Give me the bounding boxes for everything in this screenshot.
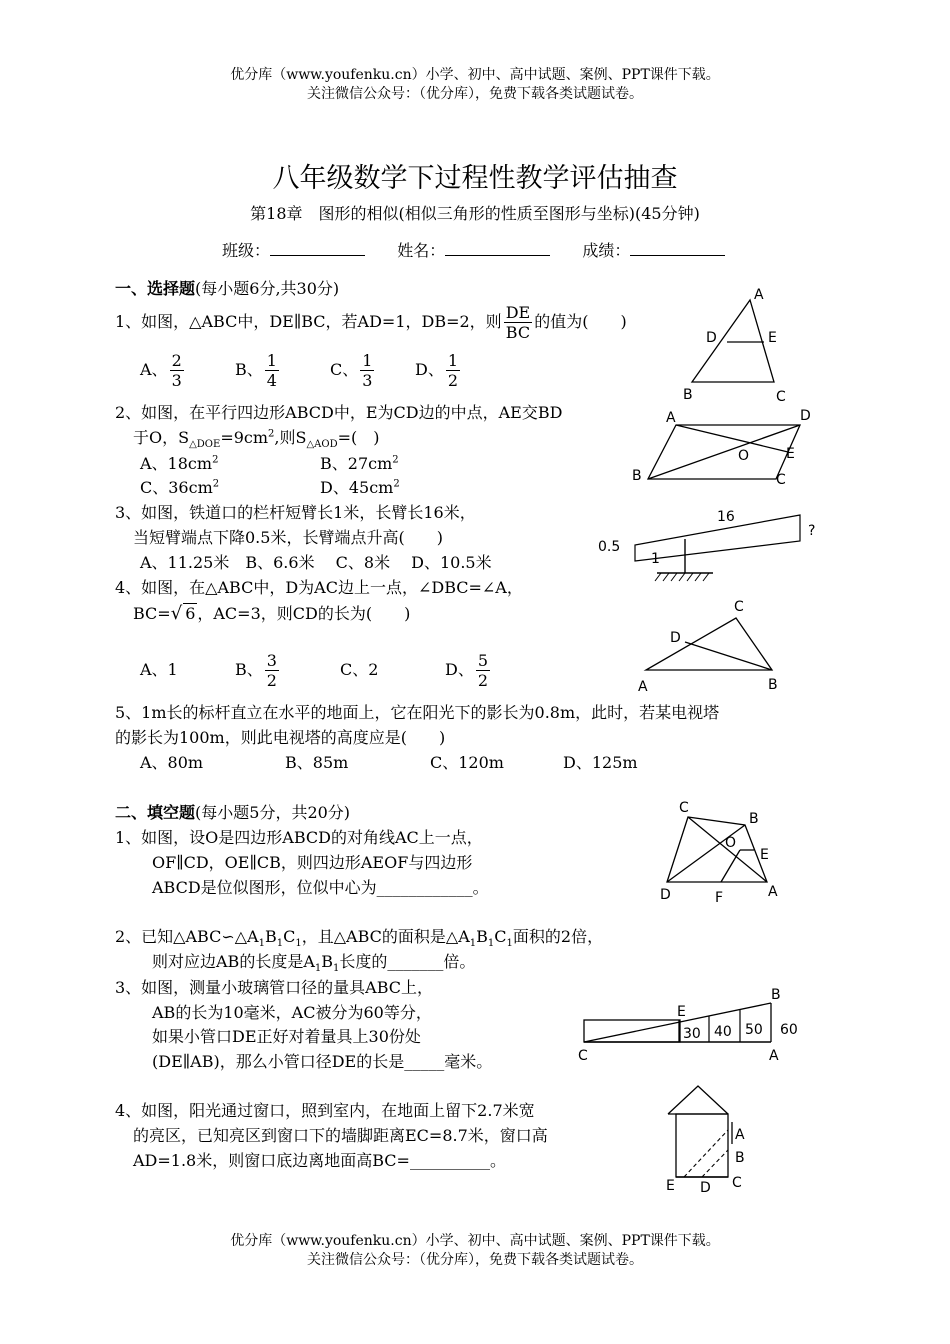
fig2-label-b: B	[632, 468, 642, 484]
page-subtitle: 第18章 图形的相似(相似三角形的性质至图形与坐标)(45分钟)	[250, 204, 700, 223]
q3-options[interactable]: A、11.25米 B、6.6米 C、8米 D、10.5米	[140, 553, 492, 572]
sqrt-6: 6	[185, 604, 196, 623]
q4-line1: 4、如图，在△ABC中，D为AC边上一点，∠DBC=∠A，	[115, 578, 523, 597]
q3-line2: 当短臂端点下降0.5米，长臂端点升高( )	[133, 528, 443, 547]
q1-fraction: $\frac{DE}{BC}$	[505, 303, 531, 342]
fig7-label-e: E	[666, 1178, 675, 1194]
name-label: 姓名：	[397, 241, 446, 260]
q2-option-d[interactable]: D、$45cm^2$	[320, 478, 400, 497]
q5-option-a[interactable]: A、80m	[140, 753, 204, 772]
s2q3-line1: 3、如图，测量小玻璃管口径的量具ABC上，	[115, 978, 434, 997]
q4-option-a[interactable]: A、1	[140, 660, 178, 679]
footer-line-2: 关注微信公众号：（优分库），免费下载各类试题试卷。	[307, 1252, 643, 1268]
fig4-label-a: A	[638, 679, 648, 695]
figure-measuring-tool	[575, 985, 810, 1070]
q5-option-c[interactable]: C、120m	[430, 753, 504, 772]
q2-line1: 2、如图，在平行四边形ABCD中，E为CD边的中点，AE交BD	[115, 403, 563, 422]
fig7-label-c: C	[732, 1175, 742, 1191]
figure-triangle-d-on-ac	[630, 595, 790, 695]
fig2-label-c: C	[776, 472, 786, 488]
q2-option-c[interactable]: C、$36cm^2$	[140, 478, 220, 497]
score-label: 成绩：	[582, 241, 631, 260]
fig1-label-a: A	[754, 287, 764, 303]
q4-option-c[interactable]: C、2	[340, 660, 379, 679]
section1-heading: 一、选择题(每小题6分,共30分)	[115, 279, 340, 298]
s2q2-line2: 则对应边AB的长度是$A_1B_1$长度的_______倍。	[152, 952, 476, 975]
s2q1-line3: ABCD是位似图形，位似中心为____________。	[152, 878, 489, 897]
footer-line-1: 优分库（www.youfenku.cn）小学、初中、高中试题、案例、PPT课件下载。	[230, 1233, 720, 1249]
q5-line2: 的影长为100m，则此电视塔的高度应是( )	[115, 728, 446, 747]
q1-option-a[interactable]: A、 $\frac{2}{3}$	[140, 351, 182, 390]
s2q1-line2: OF∥CD，OE∥CB，则四边形AEOF与四边形	[152, 853, 473, 872]
q4-options	[140, 650, 492, 690]
fig2-label-o: O	[738, 448, 750, 464]
fig1-label-b: B	[683, 387, 693, 403]
fig6-label-b: B	[771, 987, 781, 1003]
fig5-label-e: E	[760, 847, 769, 863]
fig1-label-d: D	[706, 330, 717, 346]
section2-heading: 二、填空题(每小题5分，共20分)	[115, 803, 351, 822]
q1-option-c[interactable]: C、 $\frac{1}{3}$	[330, 351, 373, 390]
fig3-label-drop: 0.5	[598, 539, 621, 555]
q2-option-b[interactable]: B、$27cm^2$	[320, 454, 399, 473]
fig6-tick-50: 50	[745, 1022, 763, 1038]
q5-option-d[interactable]: D、125m	[563, 753, 638, 772]
fig4-label-d: D	[670, 630, 681, 646]
fig3-label-short: 1	[651, 551, 660, 567]
fig3-label-long: 16	[717, 509, 735, 525]
figure-parallelogram	[628, 400, 818, 495]
fig5-label-a: A	[768, 884, 778, 900]
s2q4-line2: 的亮区，已知亮区到窗口下的墙脚距离EC=8.7米，窗口高	[133, 1126, 548, 1145]
q5-line1: 5、1m长的标杆直立在水平的地面上，它在阳光下的影长为0.8m，此时，若某电视塔	[115, 703, 720, 722]
fig4-label-b: B	[768, 677, 778, 693]
class-label: 班级：	[222, 241, 271, 260]
fig3-label-question: ?	[808, 523, 816, 539]
figure-house-window	[660, 1080, 760, 1200]
fig7-label-d: D	[700, 1180, 711, 1196]
s2q4-line3: AD=1.8米，则窗口底边离地面高BC=__________。	[133, 1151, 506, 1170]
fig6-tick-40: 40	[714, 1024, 732, 1040]
q4-line2: BC=√ 6 ，AC=3，则CD的长为( )	[133, 603, 411, 624]
page-title: 八年级数学下过程性教学评估抽查	[272, 163, 678, 194]
fig1-label-c: C	[776, 389, 786, 405]
fig5-label-f: F	[715, 890, 724, 906]
q4-option-d[interactable]: D、 $\frac{5}{2}$	[445, 651, 489, 690]
figure-quadrilateral-homothety	[655, 795, 790, 910]
s2q3-line4: (DE∥AB)，那么小管口径DE的长是_____毫米。	[152, 1052, 493, 1071]
q5-option-b[interactable]: B、85m	[285, 753, 349, 772]
q1-option-d[interactable]: D、 $\frac{1}{2}$	[415, 351, 459, 390]
q2-option-a[interactable]: A、$18cm^2$	[140, 454, 219, 473]
q3-line1: 3、如图，铁道口的栏杆短臂长1米，长臂长16米，	[115, 503, 476, 522]
q1-stem: 1、如图，△ABC中，DE∥BC，若AD=1，DB=2，则 $\frac{DE}{BC}$ 的值为( )	[115, 303, 627, 342]
header-line-1: 优分库（www.youfenku.cn）小学、初中、高中试题、案例、PPT课件下载。	[230, 67, 720, 83]
fig2-label-a: A	[666, 410, 676, 426]
s2q1-line1: 1、如图，设O是四边形ABCD的对角线AC上一点，	[115, 828, 483, 847]
q1-options	[140, 350, 462, 390]
fig4-label-c: C	[734, 599, 744, 615]
fig6-tick-30: 30	[683, 1026, 701, 1042]
header-line-2: 关注微信公众号：（优分库），免费下载各类试题试卷。	[307, 86, 643, 102]
name-field[interactable]	[445, 255, 550, 256]
score-field[interactable]	[630, 255, 725, 256]
q4-option-b[interactable]: B、 $\frac{3}{2}$	[235, 651, 277, 690]
fig1-label-e: E	[768, 330, 777, 346]
s2q4-line1: 4、如图，阳光通过窗口，照到室内，在地面上留下2.7米宽	[115, 1101, 535, 1120]
figure-triangle-de-bc	[680, 285, 800, 415]
fig5-label-b: B	[749, 811, 759, 827]
fig6-label-a: A	[769, 1048, 779, 1064]
class-field[interactable]	[270, 255, 365, 256]
fig2-label-e: E	[786, 446, 795, 462]
s2q2-line1: 2、已知$\triangle ABC∽\triangle A_1B_1C_1$，且△ABC的面积是$\triangle A_1B_1C_1$面积的2倍，	[115, 927, 604, 950]
q1-option-b[interactable]: B、 $\frac{1}{4}$	[235, 351, 277, 390]
info-row	[222, 238, 725, 261]
q2-line2: 于O，$S_{\triangle DOE}=9cm^2$,则$S_{\triangle AOD}=$( )	[133, 428, 380, 451]
s2q3-line3: 如果小管口DE正好对着量具上30份处	[152, 1027, 421, 1046]
s2q3-line2: AB的长为10毫米，AC被分为60等分，	[152, 1003, 432, 1022]
fig5-label-o: O	[725, 835, 737, 851]
fig6-label-c: C	[578, 1048, 588, 1064]
fig6-tick-60: 60	[780, 1022, 798, 1038]
fig6-label-e: E	[677, 1004, 686, 1020]
fig2-label-d: D	[800, 408, 811, 424]
figure-barrier-lever	[595, 505, 825, 595]
fig5-label-c: C	[679, 800, 689, 816]
fig7-label-a: A	[735, 1127, 745, 1143]
fig5-label-d: D	[660, 887, 671, 903]
fig7-label-b: B	[735, 1150, 745, 1166]
